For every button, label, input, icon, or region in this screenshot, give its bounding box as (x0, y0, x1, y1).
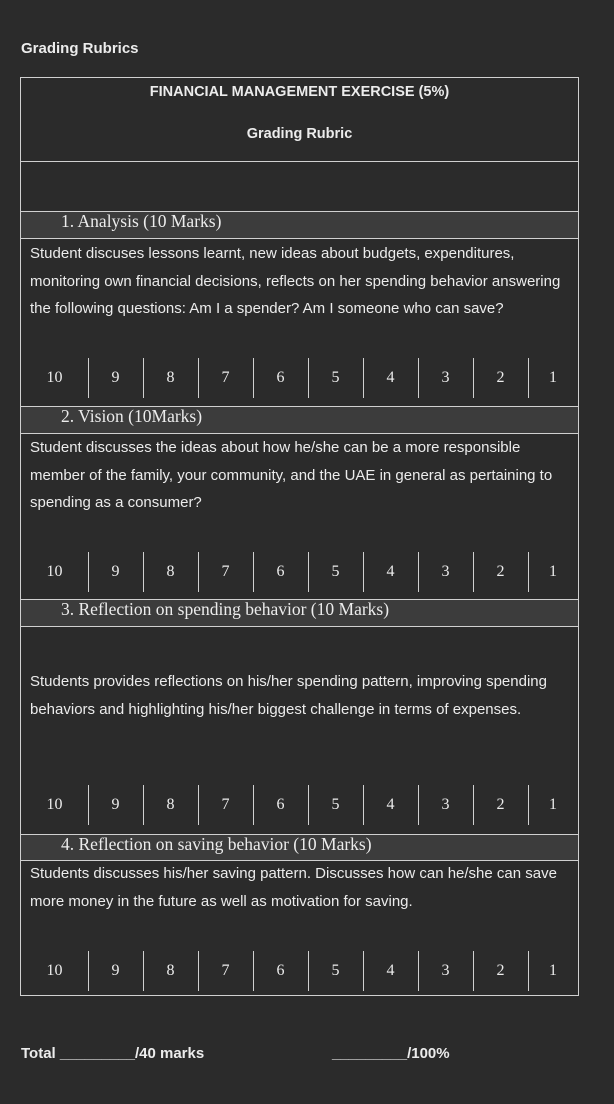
score-9[interactable]: 9 (111, 369, 120, 386)
section-1-title: 1. Analysis (10 Marks) (61, 211, 222, 231)
score-4[interactable]: 4 (386, 796, 395, 813)
score-10[interactable]: 10 (46, 369, 63, 386)
section-4-title: 4. Reflection on saving behavior (10 Marks) (61, 834, 372, 854)
section-3-description: Students provides reflections on his/her spending pattern, improving spending behaviors and highlighting his/her biggest challenge in terms of expenses. (30, 673, 547, 718)
score-7[interactable]: 7 (221, 369, 230, 386)
score-1[interactable]: 1 (549, 796, 557, 813)
score-5[interactable]: 5 (331, 796, 340, 813)
score-8[interactable]: 8 (166, 796, 175, 813)
rubric-title: FINANCIAL MANAGEMENT EXERCISE (5%) (149, 84, 450, 100)
rubric-table (20, 77, 579, 996)
score-1[interactable]: 1 (549, 563, 557, 580)
score-3[interactable]: 3 (441, 796, 450, 813)
section-2-header (21, 406, 578, 434)
score-2[interactable]: 2 (496, 796, 505, 813)
score-8[interactable]: 8 (166, 962, 175, 979)
score-9[interactable]: 9 (111, 962, 120, 979)
section-3-header (21, 599, 578, 627)
section-4-description: Students discusses his/her saving pattern. Discusses how can he/she can save more money in the future as well as motivation for saving. (30, 865, 557, 910)
score-2[interactable]: 2 (496, 563, 505, 580)
score-5[interactable]: 5 (331, 563, 340, 580)
section-1-description: Student discuses lessons learnt, new ideas about budgets, expenditures, monitoring own financial decisions, reflects on her spending behavior answering the following questions: Am I a spender? Am I someone who can save? (30, 245, 561, 317)
score-6[interactable]: 6 (276, 369, 285, 386)
section-2-title: 2. Vision (10Marks) (61, 406, 203, 426)
score-9[interactable]: 9 (111, 796, 120, 813)
section-3-title: 3. Reflection on spending behavior (10 Marks) (61, 599, 390, 619)
page-heading: Grading Rubrics (21, 40, 139, 57)
score-6[interactable]: 6 (276, 962, 285, 979)
score-1[interactable]: 1 (549, 962, 557, 979)
section-4-score-scale (21, 951, 578, 991)
percent-field[interactable]: _________/100% (332, 1045, 450, 1062)
section-4-header (21, 834, 578, 861)
rubric-subtitle: Grading Rubric (246, 126, 353, 142)
score-7[interactable]: 7 (221, 962, 230, 979)
score-1[interactable]: 1 (549, 369, 557, 386)
divider (21, 161, 578, 162)
score-2[interactable]: 2 (496, 962, 505, 979)
score-9[interactable]: 9 (111, 563, 120, 580)
section-3-score-scale (21, 785, 578, 825)
score-4[interactable]: 4 (386, 563, 395, 580)
section-2-description: Student discusses the ideas about how he/she can be a more responsible member of the family, your community, and the UAE in general as pertaining to spending as a consumer? (30, 439, 553, 511)
section-1-score-scale (21, 358, 578, 398)
score-2[interactable]: 2 (496, 369, 505, 386)
score-10[interactable]: 10 (46, 796, 63, 813)
total-marks-field[interactable]: Total _________/40 marks (21, 1045, 205, 1062)
score-7[interactable]: 7 (221, 563, 230, 580)
score-6[interactable]: 6 (276, 796, 285, 813)
score-5[interactable]: 5 (331, 369, 340, 386)
score-3[interactable]: 3 (441, 369, 450, 386)
section-1-header (21, 211, 578, 239)
score-4[interactable]: 4 (386, 962, 395, 979)
score-8[interactable]: 8 (166, 563, 175, 580)
score-3[interactable]: 3 (441, 962, 450, 979)
score-4[interactable]: 4 (386, 369, 395, 386)
score-10[interactable]: 10 (46, 563, 63, 580)
score-5[interactable]: 5 (331, 962, 340, 979)
score-7[interactable]: 7 (221, 796, 230, 813)
score-8[interactable]: 8 (166, 369, 175, 386)
score-10[interactable]: 10 (46, 962, 63, 979)
score-3[interactable]: 3 (441, 563, 450, 580)
score-6[interactable]: 6 (276, 563, 285, 580)
section-2-score-scale (21, 552, 578, 592)
